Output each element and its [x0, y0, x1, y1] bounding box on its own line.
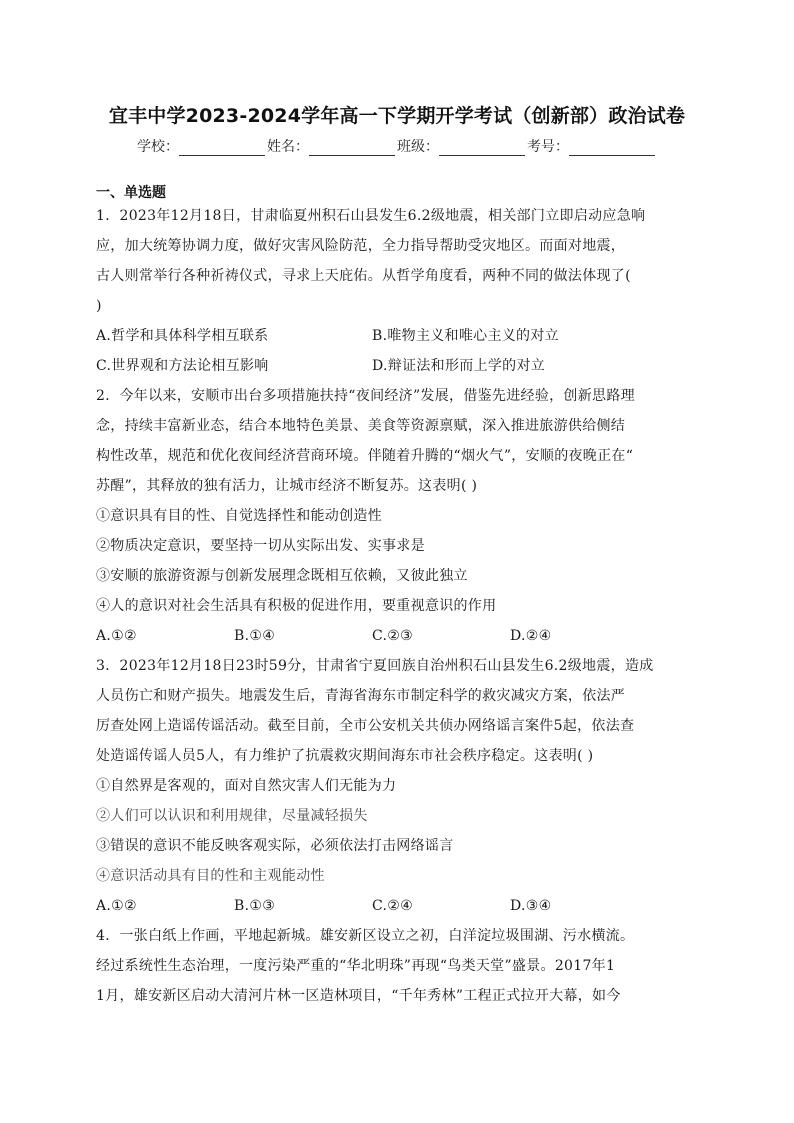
statement-1: ①意识具有目的性、自觉选择性和能动创造性 — [96, 508, 382, 524]
school-blank[interactable] — [179, 139, 265, 156]
question-line: 苏醒”，其释放的独有活力，让城市经济不断复苏。这表明( ) — [96, 478, 478, 494]
question-line: 应，加大统筹协调力度，做好灾害风险防范，全力指导帮助受灾地区。而面对地震， — [96, 238, 626, 254]
question-1 — [96, 201, 696, 381]
section-title: 一、单选题 — [96, 185, 166, 201]
student-info-row — [0, 136, 794, 156]
question-line: 古人则常举行各种祈祷仪式，寻求上天庇佑。从哲学角度看，两种不同的做法体现了( — [96, 268, 631, 284]
exam-number-blank[interactable] — [569, 139, 655, 156]
question-line: 厉查处网上造谣传谣活动。截至目前，全市公安机关共侦办网络谣言案件5起，依法查 — [96, 718, 635, 734]
option-d[interactable]: D.辩证法和形而上学的对立 — [372, 358, 546, 374]
question-line: 人员伤亡和财产损失。地震发生后，青海省海东市制定科学的救灾减灾方案，依法严 — [96, 688, 626, 704]
question-line: 念，持续丰富新业态，结合本地特色美景、美食等资源禀赋，深入推进旅游供给侧结 — [96, 418, 626, 434]
question-4 — [96, 921, 696, 1011]
options-row — [96, 891, 696, 921]
option-b[interactable]: B.①④ — [234, 628, 276, 644]
question-line: 构性改革，规范和优化夜间经济营商环境。伴随着升腾的“烟火气”，安顺的夜晚正在“ — [96, 448, 634, 464]
question-line: ) — [96, 298, 102, 314]
option-c[interactable]: C.②③ — [372, 628, 413, 644]
option-d[interactable]: D.②④ — [510, 628, 552, 644]
statement-4: ④意识活动具有目的性和主观能动性 — [96, 868, 325, 884]
question-line: 经过系统性生态治理，一度污染严重的“华北明珠”再现“鸟类天堂”盛景。2017年1 — [96, 958, 616, 974]
name-blank[interactable] — [309, 139, 395, 156]
option-a[interactable]: A.①② — [96, 898, 137, 914]
options-row — [96, 621, 696, 651]
question-2 — [96, 381, 696, 651]
exam-number-label: 考号： — [527, 139, 569, 155]
question-3 — [96, 651, 696, 921]
question-line: 4．一张白纸上作画，平地起新城。雄安新区设立之初，白洋淀垃圾围湖、污水横流。 — [96, 928, 635, 944]
question-line: 2．今年以来，安顺市出台多项措施扶持“夜间经济”发展，借鉴先进经验，创新思路理 — [96, 388, 635, 404]
name-field — [267, 136, 397, 156]
statement-2: ②物质决定意识，要坚持一切从实际出发、实事求是 — [96, 538, 425, 554]
class-label: 班级： — [397, 139, 439, 155]
question-line: 1月，雄安新区启动大清河片林一区造林项目，“千年秀林”工程正式拉开大幕，如今 — [96, 988, 621, 1004]
option-a[interactable]: A.哲学和具体科学相互联系 — [96, 328, 269, 344]
options-row — [96, 321, 696, 351]
class-field — [397, 136, 527, 156]
question-line: 1．2023年12月18日，甘肃临夏州积石山县发生6.2级地震，相关部门立即启动应急响 — [96, 208, 646, 224]
question-line: 处造谣传谣人员5人，有力维护了抗震救灾期间海东市社会秩序稳定。这表明( ) — [96, 748, 594, 764]
questions — [96, 201, 696, 1011]
option-b[interactable]: B.唯物主义和唯心主义的对立 — [372, 328, 559, 344]
school-label: 学校： — [137, 139, 179, 155]
exam-number-field — [527, 136, 657, 156]
option-a[interactable]: A.①② — [96, 628, 137, 644]
option-c[interactable]: C.②④ — [372, 898, 413, 914]
statement-1: ①自然界是客观的，面对自然灾害人们无能为力 — [96, 778, 397, 794]
statement-4: ④人的意识对社会生活具有积极的促进作用，要重视意识的作用 — [96, 598, 497, 614]
option-b[interactable]: B.①③ — [234, 898, 276, 914]
option-d[interactable]: D.③④ — [510, 898, 552, 914]
school-field — [137, 136, 267, 156]
class-blank[interactable] — [439, 139, 525, 156]
question-line: 3．2023年12月18日23时59分，甘肃省宁夏回族自治州积石山县发生6.2级地震，造成 — [96, 658, 654, 674]
name-label: 姓名： — [267, 139, 309, 155]
option-c[interactable]: C.世界观和方法论相互影响 — [96, 358, 269, 374]
statement-3: ③安顺的旅游资源与创新发展理念既相互依赖，又彼此独立 — [96, 568, 468, 584]
exam-title: 宜丰中学2023-2024学年高一下学期开学考试（创新部）政治试卷 — [108, 105, 686, 127]
statement-2: ②人们可以认识和利用规律，尽量减轻损失 — [96, 808, 368, 824]
options-row — [96, 351, 696, 381]
statement-3: ③错误的意识不能反映客观实际，必须依法打击网络谣言 — [96, 838, 454, 854]
